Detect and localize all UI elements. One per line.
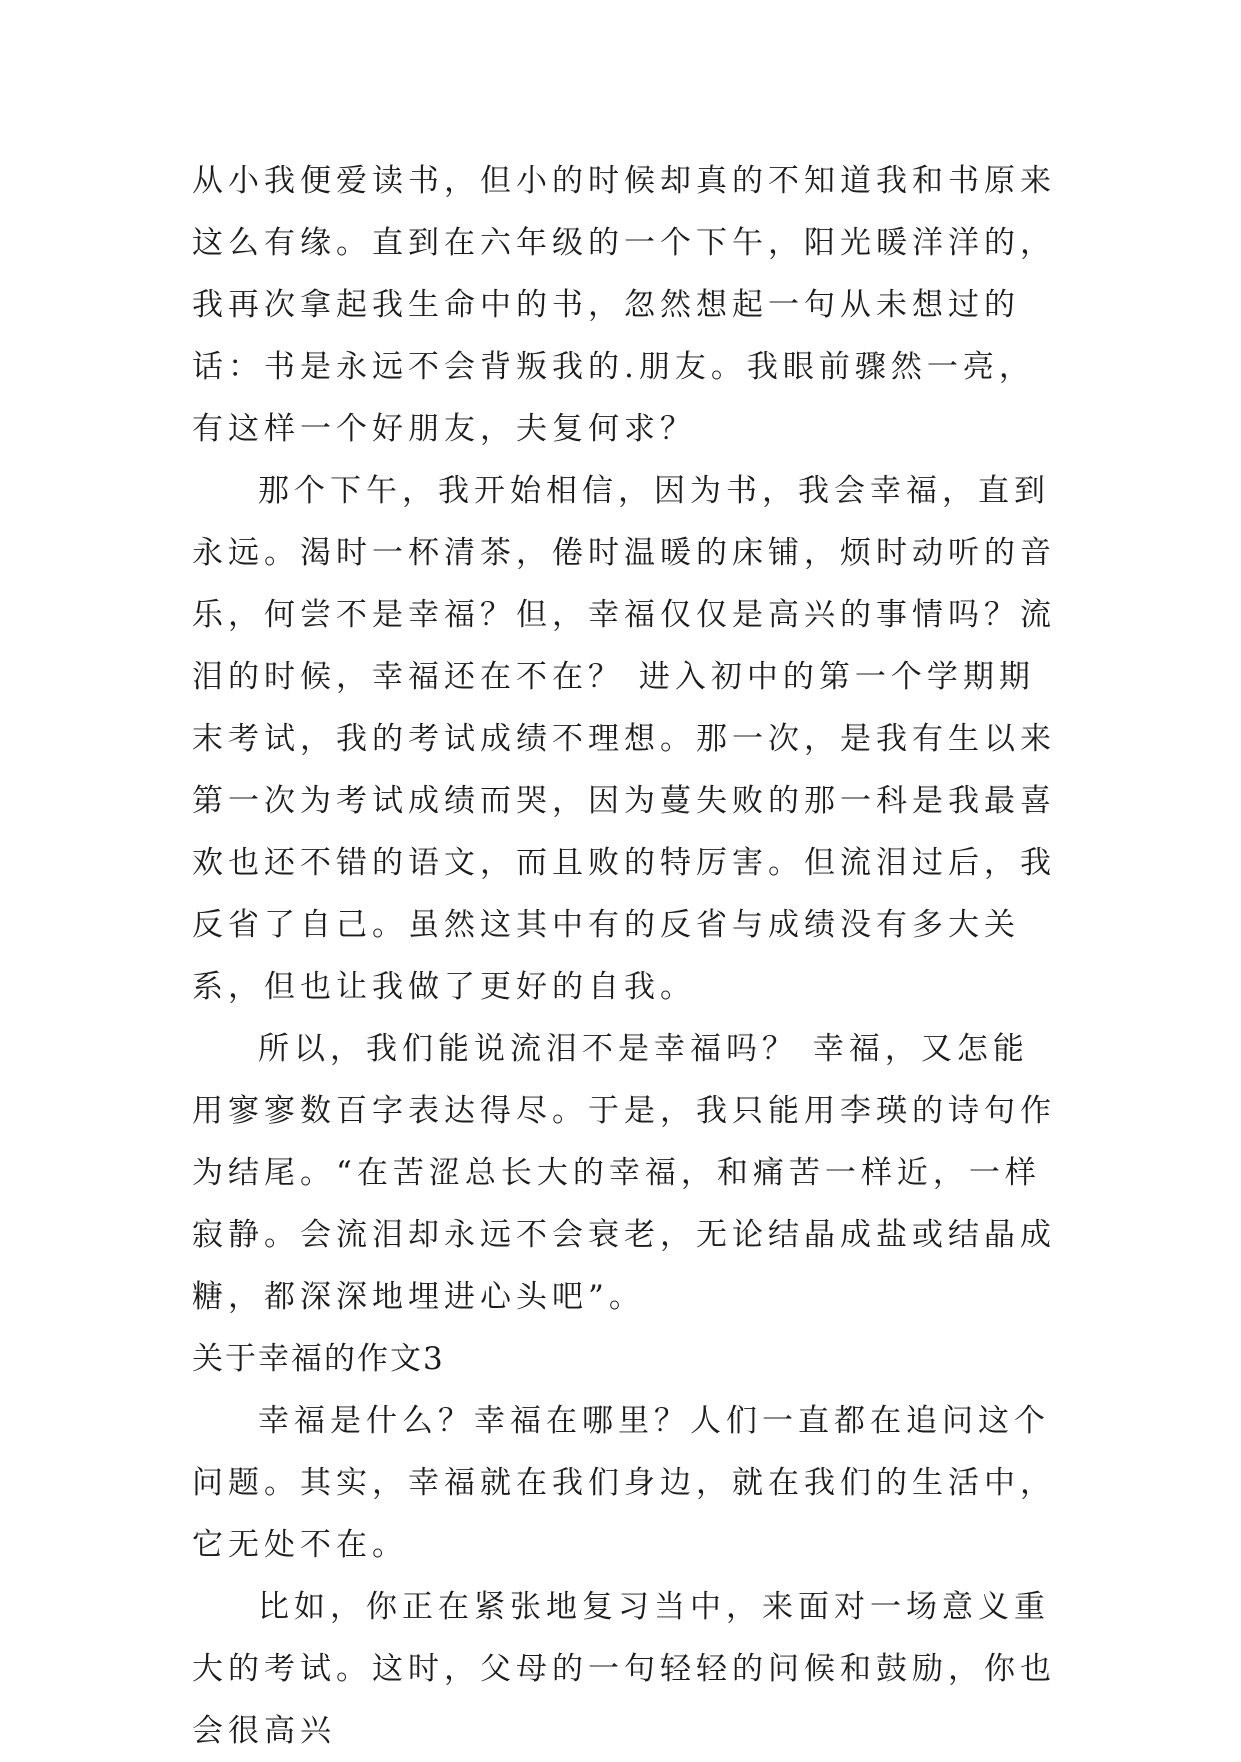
paragraph-3: 所以，我们能说流泪不是幸福吗？ 幸福，又怎能用寥寥数百字表达得尽。于是，我只能用李瑛的诗句作为结尾。“在苦涩总长大的幸福，和痛苦一样近，一样寂静。会流泪却永远不会衰老，无论结晶成盐或结晶成糖，都深深地埋进心头吧”。 [192,1031,1056,1315]
section-title: 关于幸福的作文3 [192,1341,445,1377]
section-paragraph-2: 比如，你正在紧张地复习当中，来面对一场意义重大的考试。这时，父母的一句轻轻的问候和鼓励，你也会很高兴 [192,1589,1056,1749]
paragraph-2: 那个下午，我开始相信，因为书，我会幸福，直到永远。渴时一杯清茶，倦时温暖的床铺，烦时动听的音乐，何尝不是幸福？但，幸福仅仅是高兴的事情吗？流泪的时候，幸福还在不在？ 进入初中的第一个学期期末考试，我的考试成绩不理想。那一次，是我有生以来第一次为考试成绩而哭，因为蔓失败的那一科是我最喜欢也还不错的语文，而且败的特厉害。但流泪过后，我反省了自己。虽然这其中有的反省与成绩没有多大关系，但也让我做了更好的自我。 [192,473,1056,1005]
section-paragraph-1: 幸福是什么？幸福在哪里？人们一直都在追问这个问题。其实，幸福就在我们身边，就在我们的生活中，它无处不在。 [192,1403,1056,1563]
document-page [192,150,1062,1762]
paragraph-1: 从小我便爱读书，但小的时候却真的不知道我和书原来这么有缘。直到在六年级的一个下午，阳光暖洋洋的，我再次拿起我生命中的书，忽然想起一句从未想过的话：书是永远不会背叛我的.朋友。我眼前骤然一亮，有这样一个好朋友，夫复何求？ [192,163,1056,447]
